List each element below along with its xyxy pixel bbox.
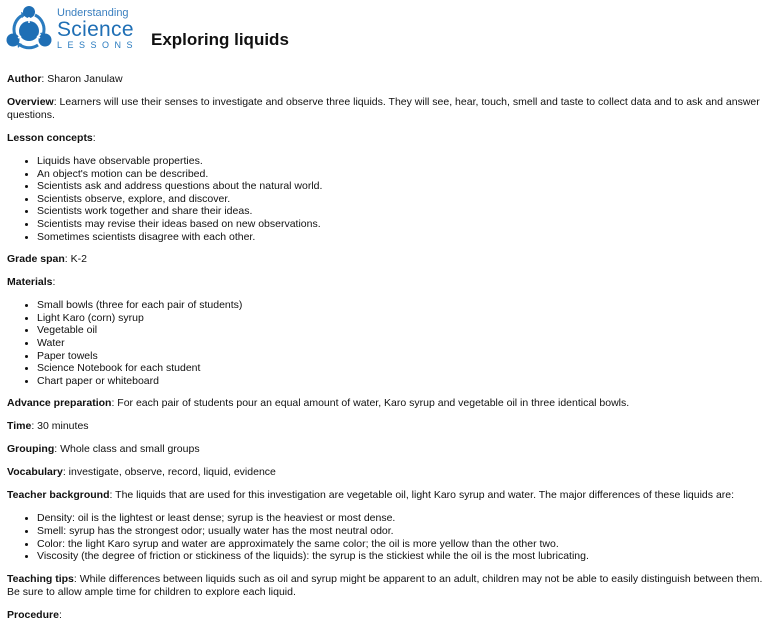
understanding-science-logo[interactable] (5, 5, 139, 53)
logo-line-lessons: LESSONS (57, 40, 139, 50)
grade-span-value: K-2 (70, 253, 87, 266)
separator: : (64, 253, 68, 266)
separator: : (52, 276, 56, 289)
concepts-heading (7, 132, 772, 145)
separator: : (31, 420, 35, 433)
procedure-label: Procedure (7, 608, 59, 621)
science-network-logo-icon (5, 5, 53, 53)
time-section (7, 420, 772, 433)
list-item: • Vegetable oil (37, 324, 772, 337)
author-label: Author (7, 73, 42, 85)
list-item: • Scientists may revise their ideas based on new observations. (37, 218, 772, 231)
list-item: • Color: the light Karo syrup and water are approximately the same color; the oil is more yellow than the other two. (37, 538, 772, 551)
materials-heading (7, 276, 772, 289)
teaching-tips-label: Teaching tips (7, 572, 74, 585)
logo-line-science: Science (57, 18, 134, 41)
advance-preparation-value: For each pair of students pour an equal amount of water, Karo syrup and vegetable oil in three identical bowls. (117, 397, 630, 410)
overview-section (7, 96, 772, 122)
materials-list (7, 299, 772, 387)
teaching-tips-section (7, 573, 772, 599)
lesson-content (7, 73, 772, 632)
list-item: • Sometimes scientists disagree with each other. (37, 231, 772, 244)
grade-span-section (7, 253, 772, 266)
logo-wordmark (57, 8, 138, 50)
advance-preparation-label: Advance preparation (7, 397, 112, 410)
separator: : (92, 132, 96, 144)
teacher-background-label: Teacher background (7, 489, 110, 502)
teacher-background-section (7, 489, 772, 502)
page-title: Exploring liquids (151, 30, 289, 49)
separator: : (41, 73, 45, 85)
procedure-heading (7, 609, 772, 622)
list-item: • Scientists observe, explore, and discover. (37, 193, 772, 206)
grouping-section (7, 443, 772, 456)
grouping-label: Grouping (7, 443, 55, 456)
liquid-differences-list (7, 512, 772, 562)
list-item: • Scientists ask and address questions about the natural world. (37, 180, 772, 193)
list-item: • Paper towels (37, 350, 772, 363)
separator: : (54, 443, 58, 456)
materials-label: Materials (7, 276, 53, 289)
separator: : (109, 489, 113, 502)
time-label: Time (7, 420, 32, 433)
grouping-value: Whole class and small groups (60, 443, 200, 456)
teaching-tips-value: While differences between liquids such as oil and syrup might be apparent to an adult, children may not be able to easily distinguish between them. Be sure to allow ample time for children to explore each liquid. (7, 572, 763, 598)
list-item: • Small bowls (three for each pair of students) (37, 299, 772, 312)
list-item: • Scientists work together and share their ideas. (37, 205, 772, 218)
list-item: • An object's motion can be described. (37, 168, 772, 181)
vocabulary-value: investigate, observe, record, liquid, evidence (68, 466, 276, 479)
list-item: • Chart paper or whiteboard (37, 375, 772, 388)
overview-label: Overview (7, 96, 54, 108)
overview-value: Learners will use their senses to investigate and observe three liquids. They will see, hear, touch, smell and taste to collect data and to ask and answer questions. (7, 96, 760, 121)
list-item: • Light Karo (corn) syrup (37, 312, 772, 325)
vocabulary-label: Vocabulary (7, 466, 63, 479)
list-item: • Smell: syrup has the strongest odor; usually water has the most neutral odor. (37, 525, 772, 538)
vocabulary-section (7, 466, 772, 479)
separator: : (73, 572, 77, 585)
logo-line-understanding: Understanding (57, 7, 129, 19)
page-header (0, 0, 775, 60)
separator: : (53, 96, 57, 108)
time-value: 30 minutes (37, 420, 89, 433)
list-item: • Liquids have observable properties. (37, 155, 772, 168)
list-item: • Density: oil is the lightest or least dense; syrup is the heaviest or most dense. (37, 512, 772, 525)
grade-span-label: Grade span (7, 253, 65, 266)
separator: : (58, 608, 62, 621)
advance-preparation-section (7, 397, 772, 410)
separator: : (111, 397, 115, 410)
teacher-background-value: The liquids that are used for this investigation are vegetable oil, light Karo syrup and water. The major differences of these liquids are: (115, 489, 735, 502)
list-item: • Water (37, 337, 772, 350)
separator: : (62, 466, 66, 479)
concepts-list (7, 155, 772, 243)
list-item: • Science Notebook for each student (37, 362, 772, 375)
concepts-label: Lesson concepts (7, 132, 93, 144)
list-item: • Viscosity (the degree of friction or stickiness of the liquids): the syrup is the stickiest while the oil is the most lubricating. (37, 550, 772, 563)
author-section (7, 73, 772, 86)
author-value: Sharon Janulaw (47, 73, 123, 85)
